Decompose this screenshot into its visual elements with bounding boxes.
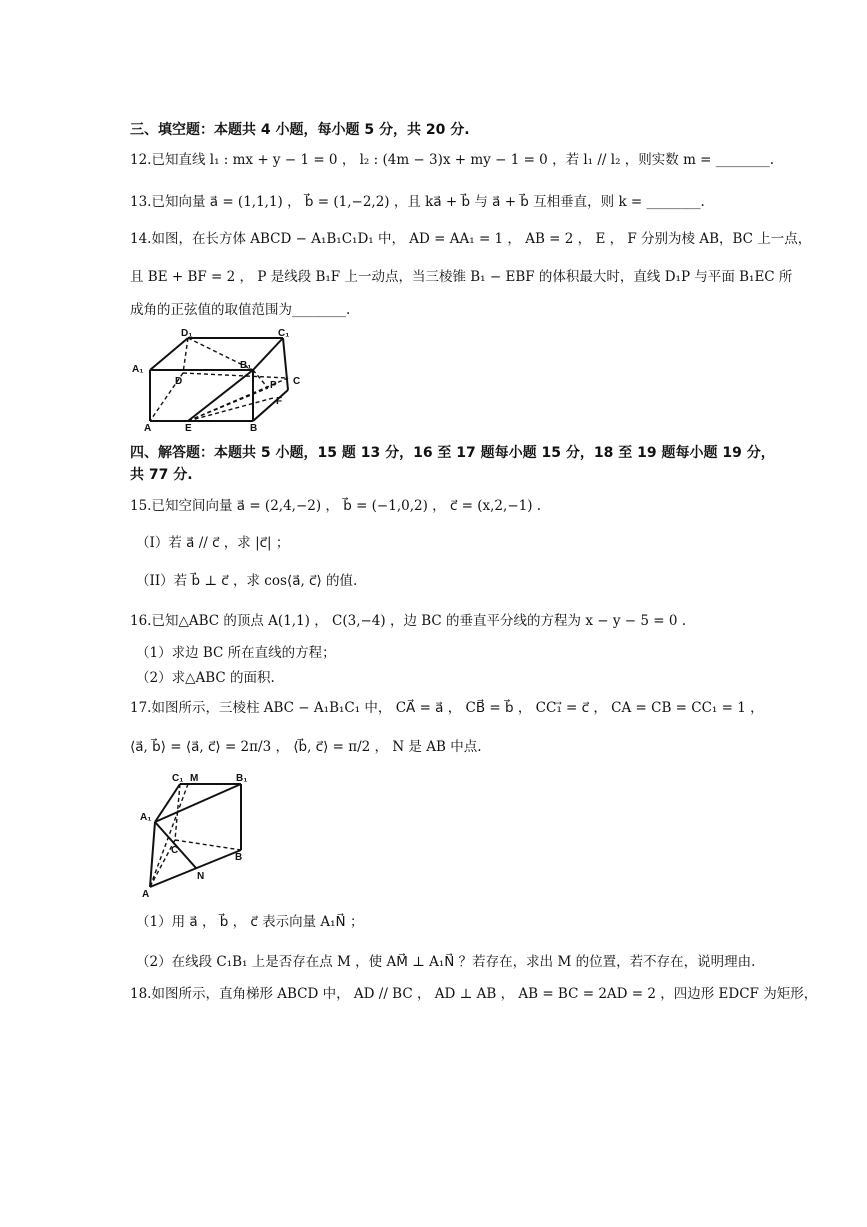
label-A: A — [144, 423, 152, 433]
label-A1: A₁ — [132, 364, 144, 375]
question-16-part-2: （2）求△ABC 的面积. — [136, 670, 275, 686]
question-18: 18.如图所示，直角梯形 ABCD 中， AD // BC ， AD ⊥ AB ， AB = BC = 2AD = 2 ，四边形 EDCF 为矩形， — [130, 986, 818, 1002]
label-B1: B₁ — [236, 773, 248, 784]
section-3-heading: 三、填空题：本题共 4 小题，每小题 5 分，共 20 分. — [130, 122, 470, 138]
label-P: P — [270, 380, 277, 391]
label-N: N — [197, 871, 205, 882]
label-A1: A₁ — [140, 812, 152, 823]
question-14-line-2: 且 BE + BF = 2 ， P 是线段 B₁F 上一动点，当三棱锥 B₁ − EBF 的体积最大时，直线 D₁P 与平面 B₁EC 所 — [130, 269, 793, 285]
question-16: 16.已知△ABC 的顶点 A(1,1) ， C(3,−4) ，边 BC 的垂直平分线的方程为 x − y − 5 = 0 . — [130, 613, 687, 629]
question-17-part-2: （2）在线段 C₁B₁ 上是否存在点 M ，使 AM⃗ ⊥ A₁N⃗ ？若存在，求出 M 的位置，若不存在，说明理由. — [136, 954, 756, 970]
section-4-heading-line-2: 共 77 分. — [130, 467, 193, 483]
label-E: E — [185, 423, 192, 433]
question-17-line-1: 17.如图所示，三棱柱 ABC − A₁B₁C₁ 中， CA⃗ = a⃗ ， CB⃗ = b⃗ ， CC₁⃗ = c⃗ ， CA = CB = CC₁ = 1 ， — [130, 700, 764, 716]
label-B: B — [250, 423, 258, 433]
label-B: B — [235, 852, 243, 863]
label-B1: B₁ — [240, 360, 252, 371]
label-C: C — [171, 845, 179, 856]
question-12: 12.已知直线 l₁ : mx + y − 1 = 0 ， l₂ : (4m − 3)x + my − 1 = 0 ，若 l₁ // l₂ ，则实数 m = ________. — [130, 152, 775, 168]
label-C: C — [293, 376, 301, 387]
question-15: 15.已知空间向量 a⃗ = (2,4,−2) ， b⃗ = (−1,0,2) ， c⃗ = (x,2,−1) . — [130, 498, 542, 514]
cuboid-figure — [128, 328, 313, 433]
label-F: F — [276, 396, 283, 407]
label-D1: D₁ — [181, 328, 193, 339]
question-15-part-1: （I）若 a⃗ // c⃗ ，求 |c⃗| ； — [136, 535, 290, 551]
question-13: 13.已知向量 a⃗ = (1,1,1) ， b⃗ = (1,−2,2) ，且 ka⃗ + b⃗ 与 a⃗ + b⃗ 互相垂直，则 k = ________. — [130, 194, 705, 210]
question-17-part-1: （1）用 a⃗ ， b⃗ ， c⃗ 表示向量 A₁N⃗ ； — [136, 914, 364, 930]
question-17-line-2: ⟨a⃗, b⃗⟩ = ⟨a⃗, c⃗⟩ = 2π/3 ， ⟨b⃗, c⃗⟩ = π/2 ， N 是 AB 中点. — [130, 739, 482, 755]
label-D: D — [175, 376, 183, 387]
prism-figure — [138, 770, 258, 900]
label-C1: C₁ — [278, 328, 290, 339]
label-M: M — [190, 773, 199, 784]
section-4-heading-line-1: 四、解答题：本题共 5 小题，15 题 13 分，16 至 17 题每小题 15 分，18 至 19 题每小题 19 分， — [130, 445, 775, 461]
label-A: A — [142, 889, 150, 900]
question-15-part-2: （II）若 b⃗ ⊥ c⃗ ，求 cos⟨a⃗, c⃗⟩ 的值. — [136, 573, 358, 589]
question-14-line-1: 14.如图，在长方体 ABCD − A₁B₁C₁D₁ 中， AD = AA₁ = 1 ， AB = 2 ， E ， F 分别为棱 AB，BC 上一点， — [130, 231, 812, 247]
label-C1: C₁ — [172, 773, 184, 784]
question-14-line-3: 成角的正弦值的取值范围为________. — [130, 302, 351, 318]
question-16-part-1: （1）求边 BC 所在直线的方程； — [136, 645, 336, 661]
